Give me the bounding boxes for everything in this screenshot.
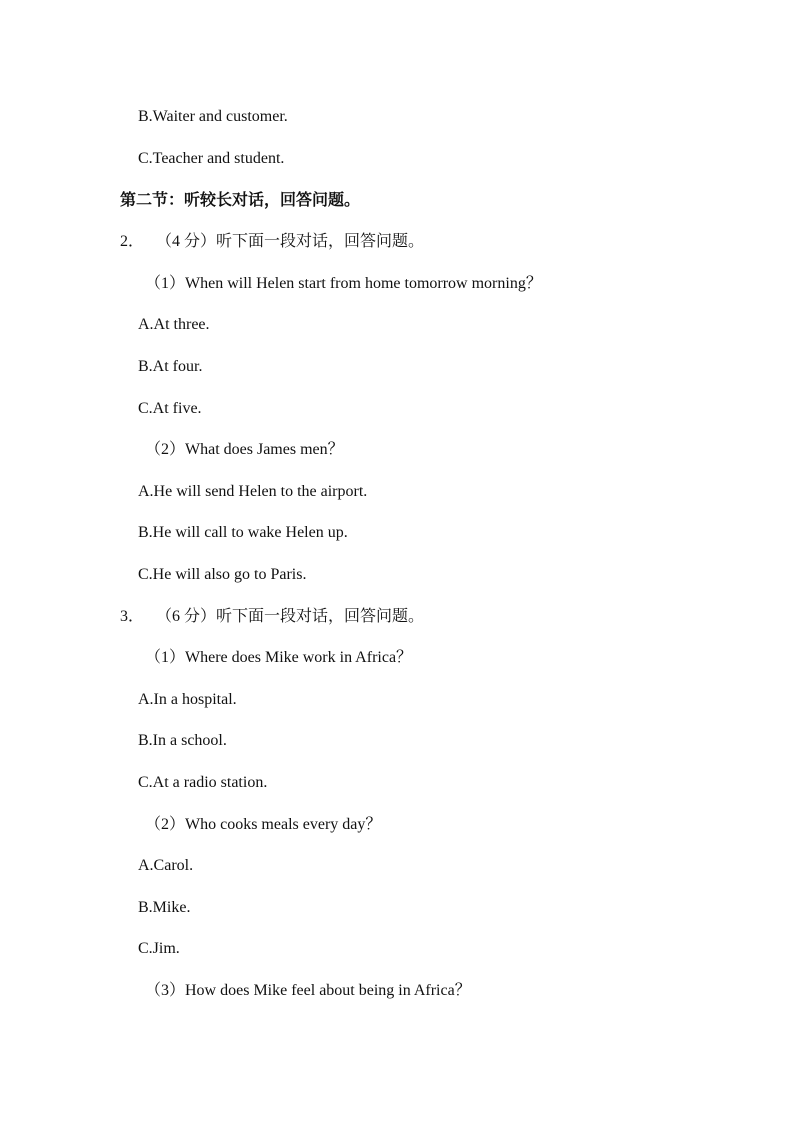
subquestion-2-1: （1）When will Helen start from home tomorrow morning？ bbox=[145, 275, 542, 292]
subquestion-3-2: （2）Who cooks meals every day？ bbox=[145, 816, 382, 833]
option-b-waiter: B.Waiter and customer. bbox=[138, 108, 288, 125]
option-a: A.At three. bbox=[138, 316, 210, 333]
question-2 bbox=[120, 232, 424, 252]
option-c-teacher: C.Teacher and student. bbox=[138, 150, 285, 167]
option-c: C.At a radio station. bbox=[138, 774, 268, 791]
option-c: C.He will also go to Paris. bbox=[138, 566, 307, 583]
subquestion-3-3: （3）How does Mike feel about being in Africa？ bbox=[145, 982, 471, 999]
option-a: A.In a hospital. bbox=[138, 691, 237, 708]
question-text: （4 分）听下面一段对话，回答问题。 bbox=[156, 233, 425, 250]
question-text: （6 分）听下面一段对话，回答问题。 bbox=[156, 608, 425, 625]
section-heading: 第二节：听较长对话，回答问题。 bbox=[120, 192, 361, 209]
question-3 bbox=[120, 607, 424, 627]
option-b: B.At four. bbox=[138, 358, 203, 375]
option-b: B.Mike. bbox=[138, 899, 191, 916]
option-c: C.Jim. bbox=[138, 940, 180, 957]
question-number: 2． bbox=[120, 233, 145, 250]
question-number: 3． bbox=[120, 608, 145, 625]
subquestion-2-2: （2）What does James men？ bbox=[145, 441, 344, 458]
option-b: B.He will call to wake Helen up. bbox=[138, 524, 348, 541]
subquestion-3-1: （1）Where does Mike work in Africa？ bbox=[145, 649, 413, 666]
option-a: A.He will send Helen to the airport. bbox=[138, 483, 368, 500]
option-a: A.Carol. bbox=[138, 857, 194, 874]
option-b: B.In a school. bbox=[138, 732, 227, 749]
option-c: C.At five. bbox=[138, 400, 202, 417]
